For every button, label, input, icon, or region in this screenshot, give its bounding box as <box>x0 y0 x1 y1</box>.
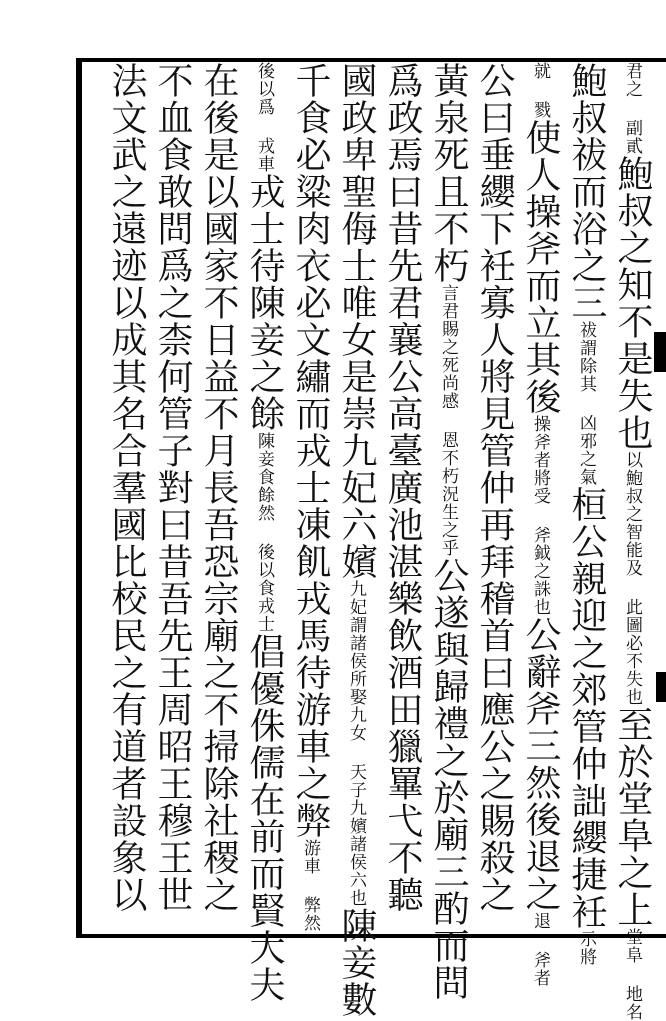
text-column <box>558 62 607 966</box>
main-text: 桓公親迎之郊管仲詘纓捷衽 <box>566 486 607 930</box>
text-column <box>328 62 377 1018</box>
main-text: 千食必粱肉衣必文繡而戎士凍飢戎馬待游車之弊 <box>290 62 331 839</box>
annotation-note: 以鮑叔之智能及 此圖必不失也 <box>622 451 642 706</box>
annotation-note: 後以爲 戎車 <box>254 62 274 173</box>
text-column <box>466 62 515 932</box>
main-text: 黃泉死且不朽 <box>428 62 469 284</box>
main-text: 公曰垂纓下衽寡人將見管仲再拜稽首曰應公之賜殺之 <box>474 62 515 913</box>
annotation-note: 示將 <box>576 930 596 966</box>
main-text: 使人操斧而立其後 <box>520 119 561 415</box>
main-text: 法文武之遠迹以成其名合羣國比校民之有道者設象以 <box>106 62 147 913</box>
annotation-note: 操斧者將受 斧鉞之誅也 <box>530 415 550 616</box>
text-column <box>236 62 285 1003</box>
main-text: 陳妾數 <box>336 907 377 1018</box>
main-text: 鮑叔祓而浴之三 <box>566 62 607 321</box>
annotation-note: 君之 副貳 <box>622 62 642 155</box>
text-column <box>190 62 239 932</box>
annotation-note: 堂阜 地名 <box>622 928 642 1021</box>
main-text: 公遂與歸禮之於廟三酌而問 <box>428 557 469 1001</box>
annotation-note: 陳妾食餘然 後以食戎士 <box>254 432 274 633</box>
main-text: 倡優侏儒在前而賢大夫 <box>244 633 285 1003</box>
main-text: 戎士待陳妾之餘 <box>244 173 285 432</box>
annotation-note: 祓謂除其 凶邪之氣 <box>576 321 596 486</box>
text-column <box>604 62 653 1021</box>
text-column <box>144 62 193 932</box>
annotation-note: 游車 弊然 <box>300 839 320 932</box>
text-column <box>512 62 561 987</box>
main-text: 公辭斧三然後退之 <box>520 616 561 912</box>
annotation-note: 退 斧者 <box>530 912 550 987</box>
text-column <box>420 62 469 1001</box>
ink-blot <box>654 332 666 372</box>
annotation-note: 就 戮 <box>530 62 550 119</box>
main-text: 鮑叔之知不是失也 <box>612 155 653 451</box>
text-column <box>374 62 423 932</box>
main-text: 國政卑聖侮士唯女是崇九妃六嬪 <box>336 62 377 580</box>
annotation-note: 言君賜之死尚感 恩不朽況生之乎 <box>438 284 458 557</box>
text-column <box>282 62 331 932</box>
main-text: 在後是以國家不日益不月長吾恐宗廟之不掃除社稷之 <box>198 62 239 913</box>
text-column <box>98 62 147 932</box>
main-text: 不血食敢問爲之柰何管子對曰昔吾先王周昭王穆王世 <box>152 62 193 913</box>
ink-blot <box>656 672 666 702</box>
annotation-note: 九妃謂諸侯所娶九女 天子九嬪諸侯六也 <box>346 580 366 907</box>
main-text: 至於堂阜之上 <box>612 706 653 928</box>
main-text: 爲政焉曰昔先君襄公高臺廣池湛樂飲酒田獵罼弋不聽 <box>382 62 423 913</box>
